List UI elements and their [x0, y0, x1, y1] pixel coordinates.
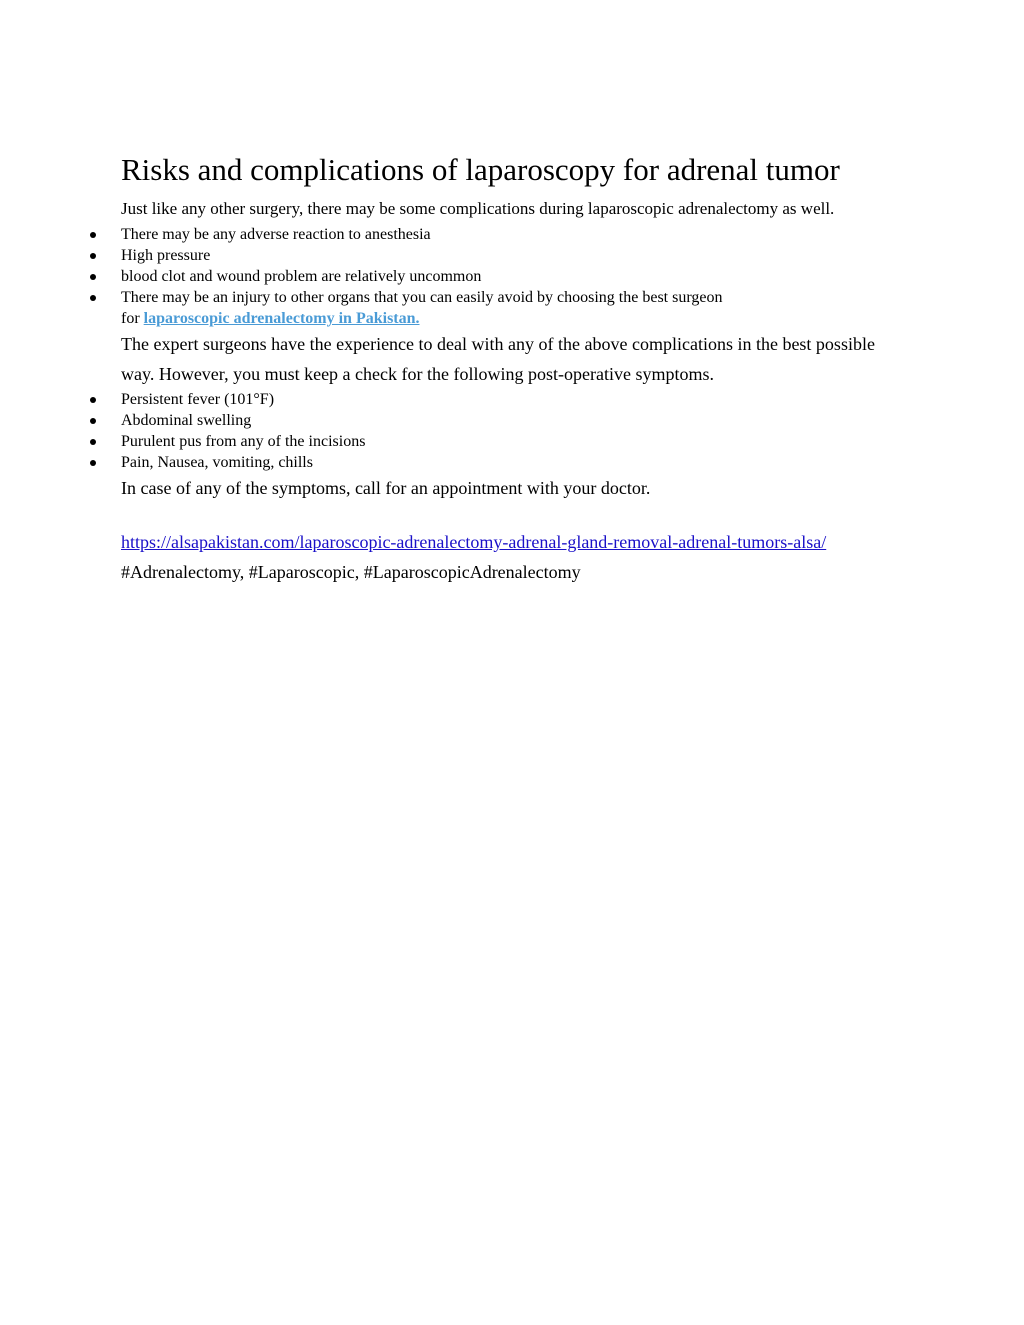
page-title: Risks and complications of laparoscopy for adrenal tumor [121, 152, 840, 187]
list-item: High pressure [121, 245, 911, 266]
hashtags: #Adrenalectomy, #Laparoscopic, #LaparoscopicAdrenalectomy [121, 562, 581, 582]
source-url-link[interactable]: https://alsapakistan.com/laparoscopic-adrenalectomy-adrenal-gland-removal-adrenal-tumors-alsa/ [121, 532, 827, 552]
list-item: There may be any adverse reaction to anesthesia [121, 224, 911, 245]
bullet-icon [90, 439, 96, 445]
document-content [121, 150, 911, 587]
expert-paragraph: The expert surgeons have the experience to deal with any of the above complications in the best possible way. However, you must keep a check for the following post-operative symptoms. [121, 334, 875, 384]
closing-paragraph: In case of any of the symptoms, call for an appointment with your doctor. [121, 478, 651, 498]
intro-paragraph: Just like any other surgery, there may be some complications during laparoscopic adrenalectomy as well. [121, 199, 835, 218]
bullet-icon [90, 397, 96, 403]
list-item: Persistent fever (101°F) [121, 389, 911, 410]
list-item: There may be an injury to other organs that you can easily avoid by choosing the best surgeon for laparoscopic adrenalectomy in Pakistan. [121, 287, 911, 329]
bullet-icon [90, 274, 96, 280]
link-prefix: for [121, 310, 140, 327]
list-item: Purulent pus from any of the incisions [121, 431, 911, 452]
list-item: blood clot and wound problem are relatively uncommon [121, 266, 911, 287]
bullet-icon [90, 418, 96, 424]
symptoms-list [121, 389, 911, 473]
list-item: Pain, Nausea, vomiting, chills [121, 452, 911, 473]
bullet-icon [90, 253, 96, 259]
bullet-icon [90, 232, 96, 238]
complications-list [121, 224, 911, 329]
bullet-icon [90, 460, 96, 466]
list-item: Abdominal swelling [121, 410, 911, 431]
bullet-icon [90, 295, 96, 301]
adrenalectomy-pakistan-link[interactable]: laparoscopic adrenalectomy in Pakistan. [143, 310, 420, 327]
